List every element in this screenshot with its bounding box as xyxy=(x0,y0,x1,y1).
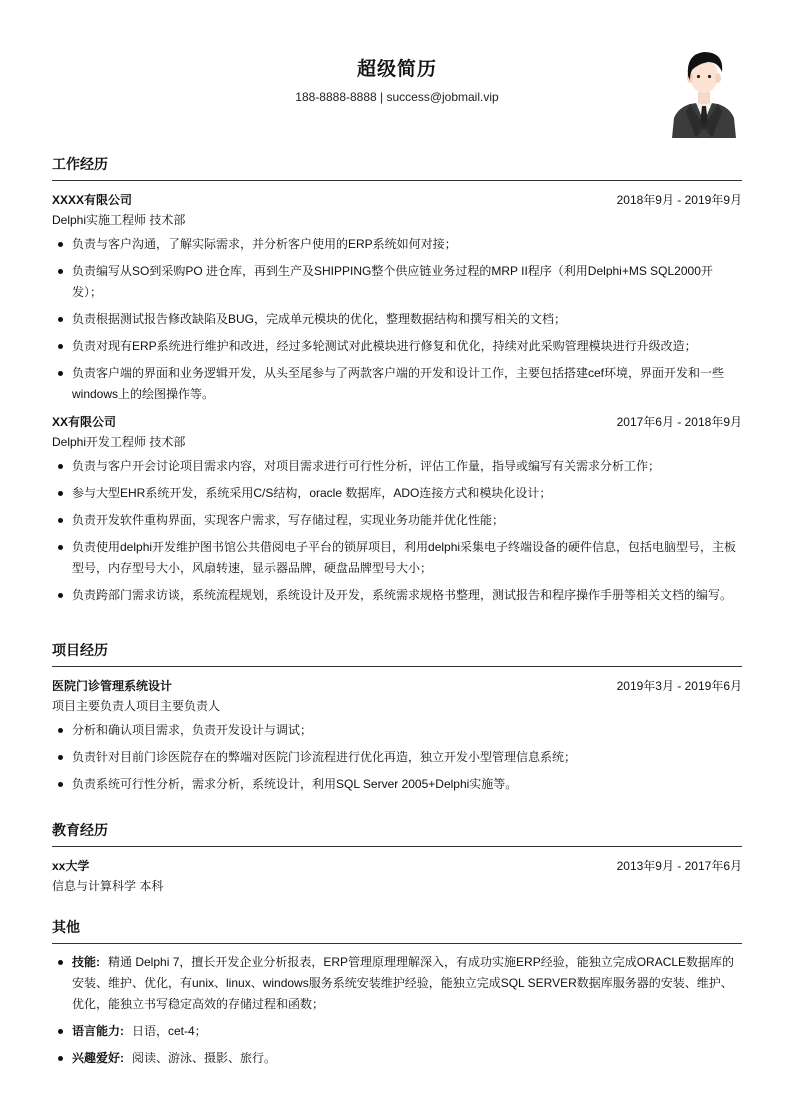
work-entry xyxy=(52,189,742,405)
list-item: 参与大型EHR系统开发，系统采用C/S结构，oracle 数据库，ADO连接方式和模块化设计； xyxy=(52,483,742,504)
date-range: 2013年9月 - 2017年6月 xyxy=(616,859,742,873)
item-label: 兴趣爱好: xyxy=(72,1051,124,1065)
degree: 信息与计算科学 本科 xyxy=(52,879,164,893)
list-item: 负责系统可行性分析，需求分析，系统设计，利用SQL Server 2005+Delphi实施等。 xyxy=(52,774,742,795)
item-text: 精通 Delphi 7，擅长开发企业分析报表，ERP管理原理理解深入，有成功实施ERP经验，能独立完成ORACLE数据库的安装、维护、优化，有unix、linux、windows服务系统安装维护经验，能独立完成SQL SERVER数据库服务器的安装、维护、优化，能独立书写稳定高效的存储过程和函数； xyxy=(72,955,735,1011)
list-item: 负责客户端的界面和业务逻辑开发，从头至尾参与了两款客户端的开发和设计工作，主要包括搭建cef环境，界面开发和一些windows上的绘图操作等。 xyxy=(52,363,742,405)
list-item: 负责与客户开会讨论项目需求内容，对项目需求进行可行性分析，评估工作量，指导或编写有关需求分析工作； xyxy=(52,456,742,477)
other-section xyxy=(52,917,742,1075)
list-item xyxy=(52,952,742,1015)
avatar xyxy=(670,46,738,138)
candidate-name: 超级简历 xyxy=(356,59,437,80)
list-item: 负责使用delphi开发维护图书馆公共借阅电子平台的锁屏项目，利用delphi采集电子终端设备的硬件信息，包括电脑型号，主板型号，内存型号大小，风扇转速，显示器品牌，硬盘品牌型号大小； xyxy=(52,537,742,579)
list-item: 负责根据测试报告修改缺陷及BUG，完成单元模块的优化，整理数据结构和撰写相关的文档； xyxy=(52,309,742,330)
date-range: 2019年3月 - 2019年6月 xyxy=(616,679,742,693)
project-role: 项目主要负责人项目主要负责人 xyxy=(52,699,221,713)
section-title: 项目经历 xyxy=(52,640,742,667)
work-entry xyxy=(52,411,742,606)
list-item xyxy=(52,1048,742,1069)
company-name: XX有限公司 xyxy=(52,415,117,429)
school-name: xx大学 xyxy=(52,859,90,873)
education-entry xyxy=(52,855,742,895)
section-title: 教育经历 xyxy=(52,820,742,847)
work-section xyxy=(52,154,742,612)
section-title: 其他 xyxy=(52,917,742,944)
education-section xyxy=(52,820,742,900)
job-role: Delphi实施工程师 技术部 xyxy=(52,213,186,227)
contact-info: 188-8888-8888 | success@jobmail.vip xyxy=(295,90,499,104)
resume-header xyxy=(52,46,742,146)
section-title: 工作经历 xyxy=(52,154,742,181)
list-item: 负责跨部门需求访谈，系统流程规划，系统设计及开发，系统需求规格书整理，测试报告和程序操作手册等相关文档的编写。 xyxy=(52,585,742,606)
item-label: 技能: xyxy=(72,955,100,969)
item-text: 阅读、游泳、摄影、旅行。 xyxy=(132,1051,277,1065)
list-item: 分析和确认项目需求，负责开发设计与调试； xyxy=(52,720,742,741)
date-range: 2017年6月 - 2018年9月 xyxy=(616,415,742,429)
item-label: 语言能力: xyxy=(72,1024,124,1038)
list-item xyxy=(52,1021,742,1042)
job-role: Delphi开发工程师 技术部 xyxy=(52,435,186,449)
list-item: 负责对现有ERP系统进行维护和改进，经过多轮测试对此模块进行修复和优化，持续对此采购管理模块进行升级改造； xyxy=(52,336,742,357)
project-entry xyxy=(52,675,742,795)
list-item: 负责针对目前门诊医院存在的弊端对医院门诊流程进行优化再造，独立开发小型管理信息系统； xyxy=(52,747,742,768)
list-item: 负责编写从SO到采购PO 进仓库，再到生产及SHIPPING整个供应链业务过程的MRP II程序（利用Delphi+MS SQL2000开发）； xyxy=(52,261,742,303)
list-item: 负责开发软件重构界面，实现客户需求，写存储过程，实现业务功能并优化性能； xyxy=(52,510,742,531)
item-text: 日语，cet-4； xyxy=(132,1024,207,1038)
company-name: XXXX有限公司 xyxy=(52,193,133,207)
project-name: 医院门诊管理系统设计 xyxy=(52,679,173,693)
project-section xyxy=(52,640,742,801)
date-range: 2018年9月 - 2019年9月 xyxy=(616,193,742,207)
list-item: 负责与客户沟通，了解实际需求，并分析客户使用的ERP系统如何对接； xyxy=(52,234,742,255)
